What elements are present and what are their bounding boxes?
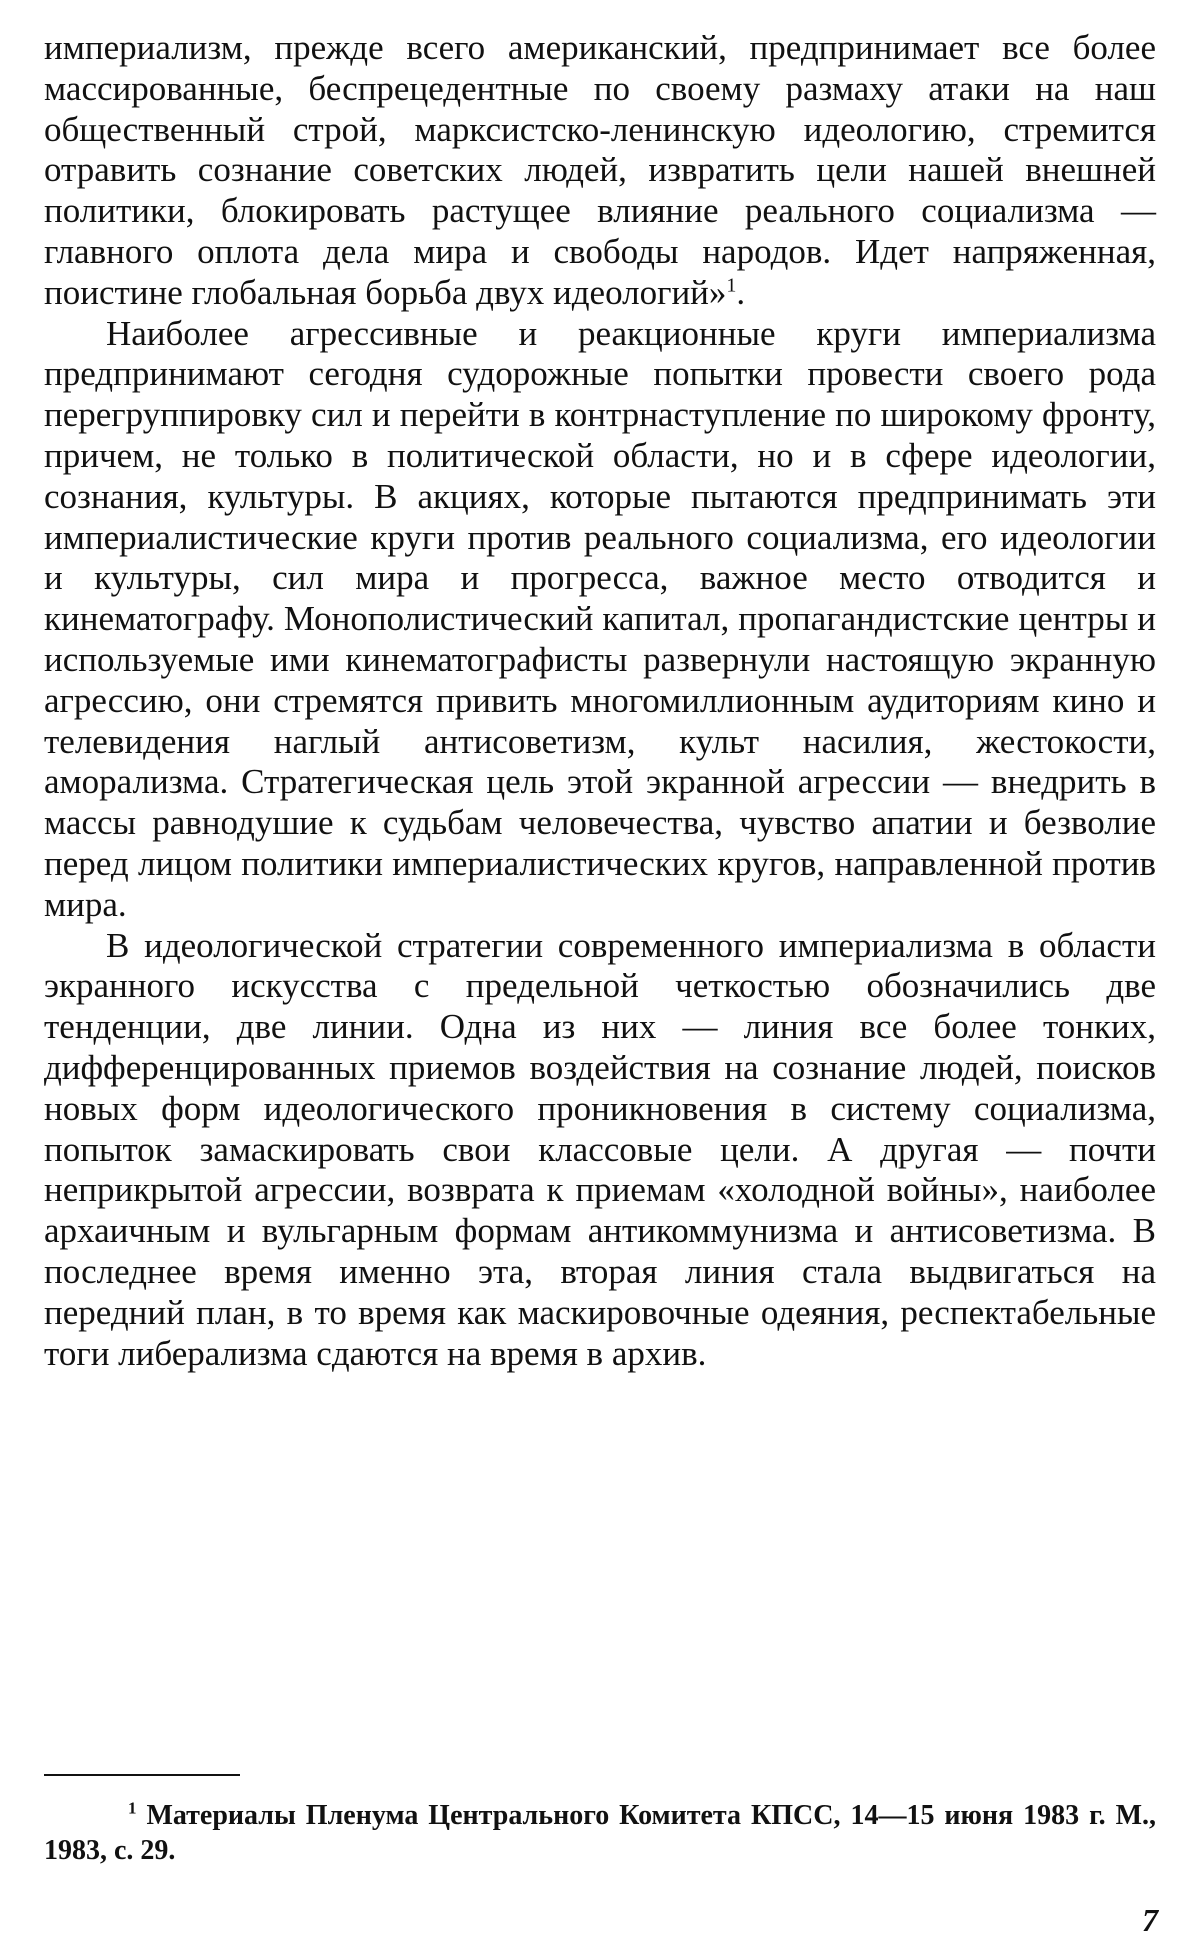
page-body — [44, 28, 1156, 1374]
footnote-text: Материалы Пленума Центрального Комитета КПСС, 14—15 июня 1983 г. М., 1983, с. 29. — [44, 1800, 1157, 1866]
main-text — [44, 28, 1156, 1374]
paragraph-1 — [44, 28, 1156, 314]
page-number: 7 — [1142, 1902, 1158, 1938]
footnote-divider — [44, 1774, 240, 1776]
paragraph-2: Наиболее агрессивные и реакционные круги империализма предпринимают сегодня судорожные попытки провести своего рода перегруппировку сил и перейти в контрнаступление по широкому фронту, причем, не только в политической области, но и в сфере идеологии, сознания, культуры. В акциях, которые пытаются предпринимать эти империалистические круги против реального социализма, его идеологии и культуры, сил мира и прогресса, важное место отводится и кинематографу. Монополистический капитал, пропагандистские центры и используемые ими кинематографисты развернули настоящую экранную агрессию, они стремятся привить многомиллионным аудиториям кино и телевидения наглый антисоветизм, культ насилия, жестокости, аморализма. Стратегическая цель этой экранной агрессии — внедрить в массы равнодушие к судьбам человечества, чувство апатии и безволие перед лицом политики империалистических кругов, направленной против мира. — [44, 313, 1156, 924]
footnote-marker: 1 — [128, 1798, 137, 1818]
paragraph-1-tail: . — [736, 272, 746, 312]
footnote — [44, 1798, 1156, 1868]
footnote-reference: 1 — [726, 274, 737, 297]
paragraph-3: В идеологической стратегии современного империализма в области экранного искусства с предельной четкостью обозначились две тенденции, две линии. Одна из них — линия все более тонких, дифференцированных приемов воздействия на сознание людей, поисков новых форм идеологического проникновения в систему социализма, попыток замаскировать свои классовые цели. А другая — почти неприкрытой агрессии, возврата к приемам «холодной войны», наиболее архаичным и вульгарным формам антикоммунизма и антисоветизма. В последнее время именно эта, вторая линия стала выдвигаться на передний план, в то время как маскировочные одеяния, респектабельные тоги либерализма сдаются на время в архив. — [44, 925, 1156, 1373]
paragraph-1-text: империализм, прежде всего американский, предпринимает все более массированные, беспрецедентные по своему размаху атаки на наш общественный строй, марксистско-ленинскую идеологию, стремится отравить сознание советских людей, извратить цели нашей внешней политики, блокировать растущее влияние реального социализма — главного оплота дела мира и свободы народов. Идет напряженная, поистине глобальная борьба двух идеологий» — [44, 28, 1156, 312]
